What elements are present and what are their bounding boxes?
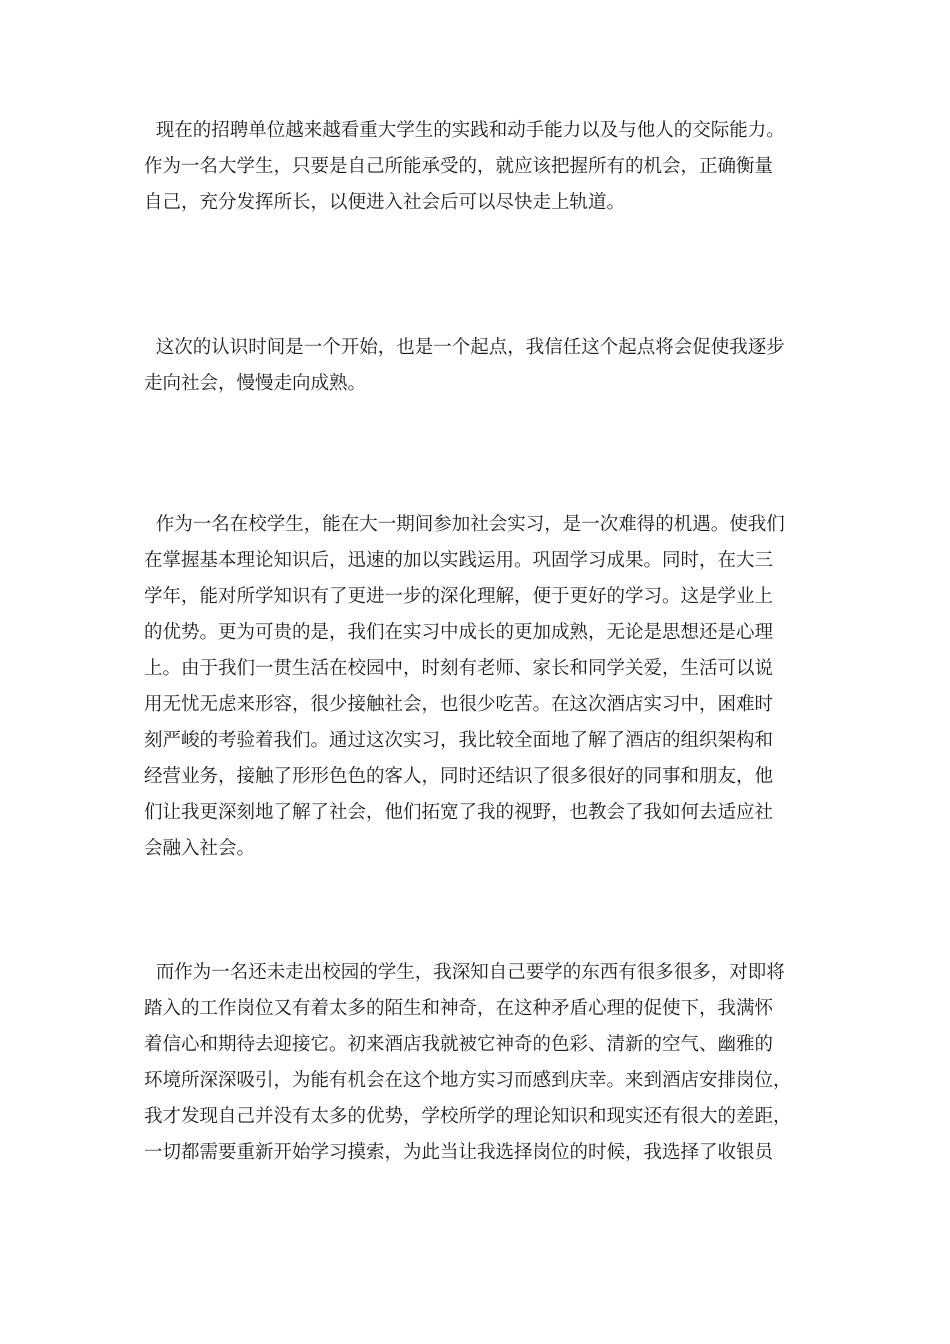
paragraph-line: 用无忧无虑来形容，很少接触社会，也很少吃苦。在这次酒店实习中，困难时 [144, 694, 774, 715]
paragraph-line: 自己，充分发挥所长，以便进入社会后可以尽快走上轨道。 [144, 192, 626, 213]
paragraph-line: 现在的招聘单位越来越看重大学生的实践和动手能力以及与他人的交际能力。 [144, 120, 785, 141]
paragraph-line: 作为一名大学生，只要是自己所能承受的，就应该把握所有的机会，正确衡量 [144, 156, 774, 177]
paragraph-line: 的优势。更为可贵的是，我们在实习中成长的更加成熟，无论是思想还是心理 [144, 622, 774, 643]
paragraph-line: 我才发现自己并没有太多的优势，学校所学的理论知识和现实还有很大的差距， [144, 1106, 792, 1127]
paragraph-line: 着信心和期待去迎接它。初来酒店我就被它神奇的色彩、清新的空气、幽雅的 [144, 1034, 774, 1055]
paragraph-line: 踏入的工作岗位又有着太多的陌生和神奇，在这种矛盾心理的促使下，我满怀 [144, 998, 774, 1019]
paragraph-line: 上。由于我们一贯生活在校园中，时刻有老师、家长和同学关爱，生活可以说 [144, 658, 774, 679]
paragraph-3 [144, 507, 785, 867]
paragraph-line: 环境所深深吸引，为能有机会在这个地方实习而感到庆幸。来到酒店安排岗位， [144, 1070, 792, 1091]
paragraph-line: 走向社会，慢慢走向成熟。 [144, 373, 367, 394]
paragraph-line: 这次的认识时间是一个开始，也是一个起点，我信任这个起点将会促使我逐步 [144, 337, 785, 358]
paragraph-line: 经营业务，接触了形形色色的客人，同时还结识了很多很好的同事和朋友，他 [144, 766, 774, 787]
paragraph-line: 在掌握基本理论知识后，迅速的加以实践运用。巩固学习成果。同时，在大三 [144, 550, 774, 571]
paragraph-line: 一切都需要重新开始学习摸索，为此当让我选择岗位的时候，我选择了收银员 [144, 1142, 774, 1163]
paragraph-line: 会融入社会。 [144, 838, 256, 859]
paragraph-line: 学年，能对所学知识有了更进一步的深化理解，便于更好的学习。这是学业上 [144, 586, 774, 607]
paragraph-2 [144, 330, 785, 402]
paragraph-4 [144, 955, 792, 1171]
paragraph-1 [144, 113, 785, 221]
paragraph-line: 刻严峻的考验着我们。通过这次实习，我比较全面地了解了酒店的组织架构和 [144, 730, 774, 751]
paragraph-line: 而作为一名还未走出校园的学生，我深知自己要学的东西有很多很多，对即将 [144, 962, 785, 983]
paragraph-line: 作为一名在校学生，能在大一期间参加社会实习，是一次难得的机遇。使我们 [144, 514, 785, 535]
paragraph-line: 们让我更深刻地了解了社会，他们拓宽了我的视野，也教会了我如何去适应社 [144, 802, 774, 823]
